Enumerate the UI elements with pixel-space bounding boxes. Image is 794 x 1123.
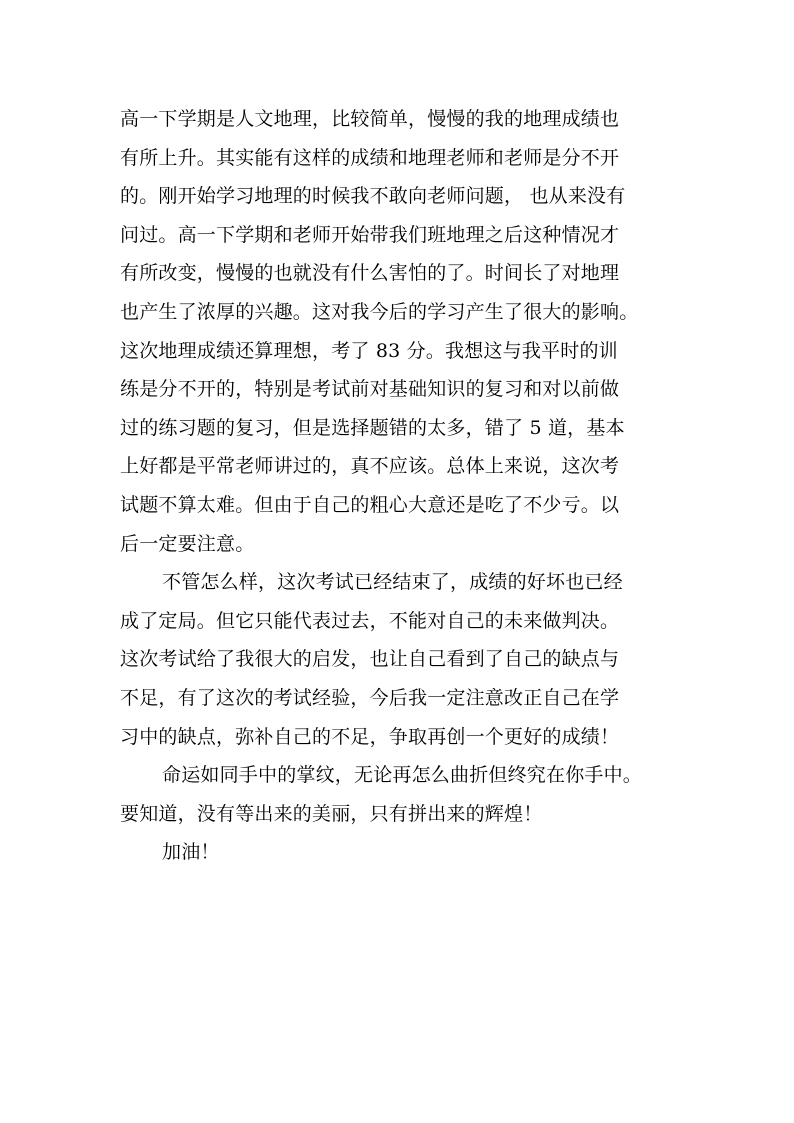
paragraph-line: 上好都是平常老师讲过的，真不应该。总体上来说，这次考 [120, 455, 620, 478]
document-body [120, 100, 680, 872]
paragraph-line: 成了定局。但它只能代表过去，不能对自己的未来做判决。 [120, 609, 620, 632]
paragraph-line: 不足，有了这次的考试经验，今后我一定注意改正自己在学 [120, 686, 620, 709]
paragraph-line: 有所改变，慢慢的也就没有什么害怕的了。时间长了对地理 [120, 262, 620, 285]
paragraph-line: 的。刚开始学习地理的时候我不敢向老师问题， 也从来没有 [120, 185, 626, 208]
paragraph-line: 试题不算太难。但由于自己的粗心大意还是吃了不少亏。以 [120, 493, 620, 516]
paragraph-line: 命运如同手中的掌纹，无论再怎么曲折但终究在你手中。 [162, 764, 643, 787]
paragraph-line: 练是分不开的，特别是考试前对基础知识的复习和对以前做 [120, 378, 620, 401]
paragraph-line: 这次考试给了我很大的启发，也让自己看到了自己的缺点与 [120, 648, 620, 671]
paragraph-line: 问过。高一下学期和老师开始带我们班地理之后这种情况才 [120, 223, 620, 246]
paragraph-line: 这次地理成绩还算理想，考了 83 分。我想这与我平时的训 [120, 339, 618, 362]
paragraph-line: 高一下学期是人文地理，比较简单，慢慢的我的地理成绩也 [120, 108, 620, 130]
paragraph-line: 也产生了浓厚的兴趣。这对我今后的学习产生了很大的影响。 [120, 300, 639, 323]
paragraph-line: 不管怎么样，这次考试已经结束了，成绩的好坏也已经 [162, 571, 623, 594]
paragraph-line: 有所上升。其实能有这样的成绩和地理老师和老师是分不开 [120, 146, 620, 169]
paragraph-line: 要知道，没有等出来的美丽，只有拼出来的辉煌！ [120, 802, 543, 825]
paragraph-line: 加油！ [162, 841, 220, 864]
paragraph-line: 过的练习题的复习，但是选择题错的太多，错了 5 道，基本 [120, 416, 625, 439]
paragraph-line: 后一定要注意。 [120, 532, 255, 555]
paragraph-line: 习中的缺点，弥补自己的不足，争取再创一个更好的成绩！ [120, 725, 620, 748]
